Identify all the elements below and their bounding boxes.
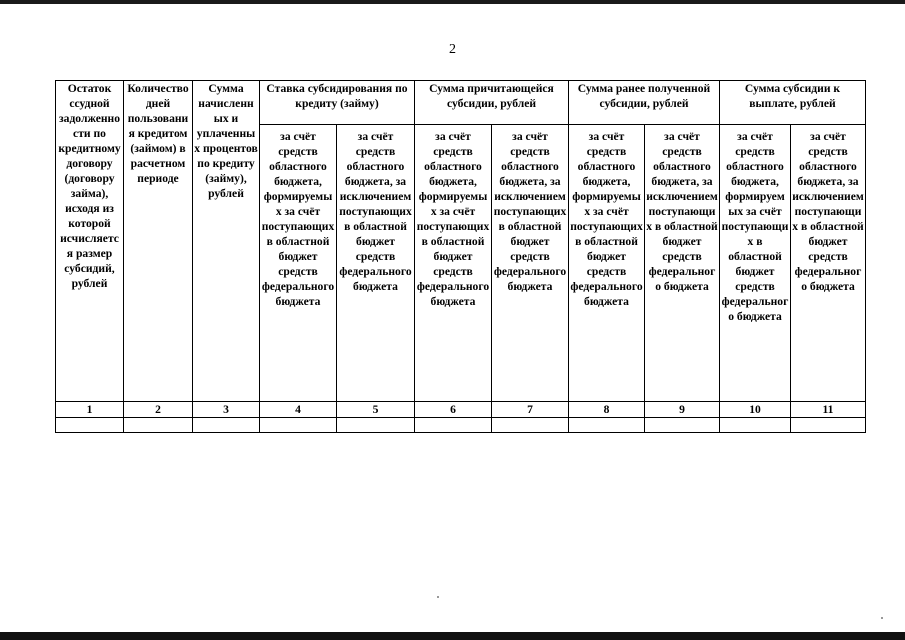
subheader-federal-10: за счёт средств областного бюджета, формируемых за счёт поступающих в областной бюджет средств федерального бюджета [720,125,791,402]
header-row-groups [56,81,866,125]
column-number: 8 [569,402,645,418]
subheader-regional-9: за счёт средств областного бюджета, за исключением поступающих в областной бюджет средств федерального бюджета [645,125,720,402]
header-col-2: Количество дней пользования кредитом (займом) в расчетном периоде [124,81,193,402]
header-group-previous: Сумма ранее полученной субсидии, рублей [569,81,720,125]
header-col-1: Остаток ссудной задолженности по кредитному договору (договору займа), исходя из которой исчисляется размер субсидий, рублей [56,81,124,402]
bottom-border-line [0,632,905,640]
scan-speck [881,617,883,619]
subheader-regional-7: за счёт средств областного бюджета, за исключением поступающих в областной бюджет средств федерального бюджета [492,125,569,402]
scan-speck [437,596,439,598]
empty-cell [260,418,337,433]
subheader-regional-11: за счёт средств областного бюджета, за исключением поступающих в областной бюджет средств федерального бюджета [791,125,866,402]
column-number: 1 [56,402,124,418]
column-number: 2 [124,402,193,418]
page-number: 2 [449,42,456,57]
empty-cell [337,418,415,433]
subheader-regional-5: за счёт средств областного бюджета, за исключением поступающих в областной бюджет средств федерального бюджета [337,125,415,402]
empty-cell [415,418,492,433]
subheader-federal-4: за счёт средств областного бюджета, формируемых за счёт поступающих в областной бюджет средств федерального бюджета [260,125,337,402]
header-group-due: Сумма причитающейся субсидии, рублей [415,81,569,125]
column-number: 6 [415,402,492,418]
subheader-federal-8: за счёт средств областного бюджета, формируемых за счёт поступающих в областной бюджет средств федерального бюджета [569,125,645,402]
column-number: 10 [720,402,791,418]
top-border-line [0,0,905,4]
empty-cell [645,418,720,433]
header-group-rate: Ставка субсидирования по кредиту (займу) [260,81,415,125]
header-group-payable: Сумма субсидии к выплате, рублей [720,81,866,125]
column-number: 4 [260,402,337,418]
column-number: 5 [337,402,415,418]
column-number: 7 [492,402,569,418]
empty-cell [791,418,866,433]
column-number: 3 [193,402,260,418]
column-number: 11 [791,402,866,418]
empty-cell [569,418,645,433]
empty-data-row [56,418,866,433]
empty-cell [193,418,260,433]
subheader-federal-6: за счёт средств областного бюджета, формируемых за счёт поступающих в областной бюджет средств федерального бюджета [415,125,492,402]
empty-cell [124,418,193,433]
empty-cell [492,418,569,433]
header-col-3: Сумма начисленных и уплаченных процентов по кредиту (займу), рублей [193,81,260,402]
column-number: 9 [645,402,720,418]
column-number-row [56,402,866,418]
subsidy-calculation-table [55,80,866,433]
empty-cell [56,418,124,433]
empty-cell [720,418,791,433]
